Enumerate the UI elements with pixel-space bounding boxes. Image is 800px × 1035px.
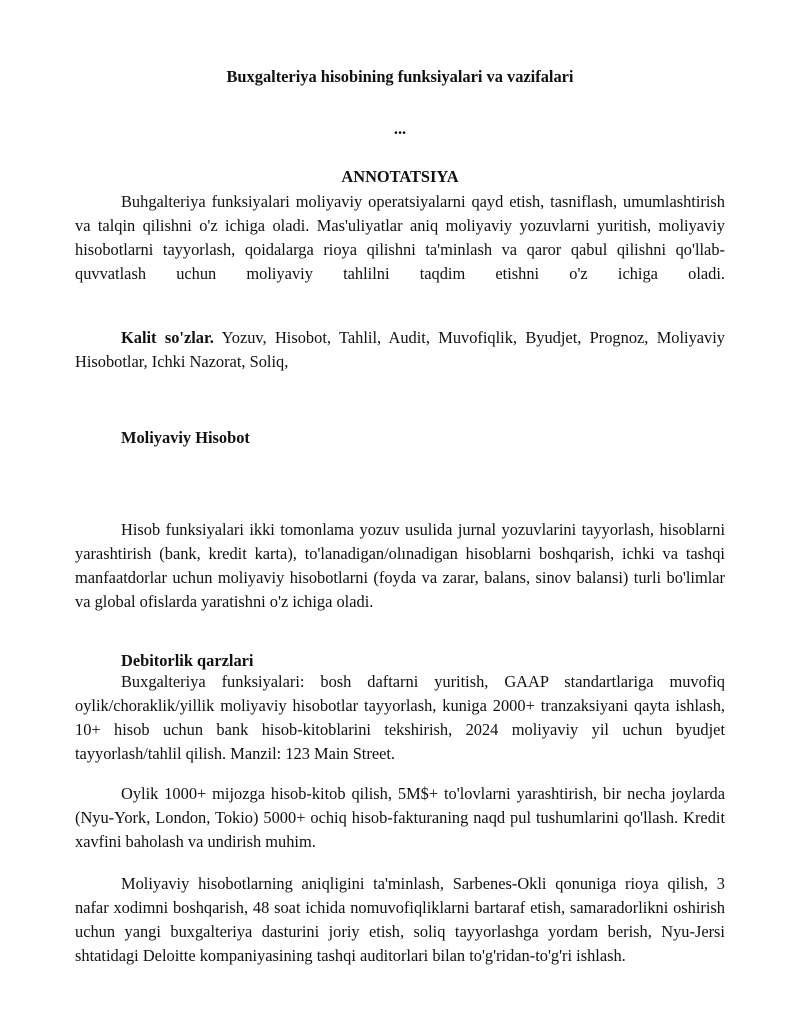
section-heading-financial-report: Moliyaviy Hisobot xyxy=(121,428,250,447)
keywords-text: Yozuv, Hisobot, Tahlil, Audit, Muvofiqlik, Byudjet, Prognoz, Moliyaviy Hisobotlar, Ichki Nazorat, Soliq, xyxy=(75,328,725,371)
document-title: Buxgalteriya hisobining funksiyalari va vazifalari xyxy=(226,67,574,86)
section1-paragraph: Hisob funksiyalari ikki tomonlama yozuv usulida jurnal yozuvlarini tayyorlash, hisoblarni yarashtirish (bank, kredit karta), to'lanadigan/olınadigan hisoblarni boshqarish, ichki va tashqi manfaatdorlar uchun moliyaviy hisobotlarni (foyda va zarar, balans, sinov balansi) turli bo'limlar va global ofislarda yaratishni o'z ichiga oladi. xyxy=(75,520,725,611)
title-ellipsis: ... xyxy=(393,119,407,138)
annotation-heading: ANNOTATSIYA xyxy=(341,167,459,186)
section2-paragraph-1: Buxgalteriya funksiyalari: bosh daftarni yuritish, GAAP standartlariga muvofiq oylik/choraklik/yillik moliyaviy hisobotlar tayyorlash, kuniga 2000+ tranzaksiyani qayta ishlash, 10+ hisob uchun bank hisob-kitoblarini tekshirish, 2024 moliyaviy yil uchun byudjet tayyorlash/tahlil qilish. Manzil: 123 Main Street. xyxy=(75,672,725,763)
section2-paragraph-2: Oylik 1000+ mijozga hisob-kitob qilish, 5M$+ to'lovlarni yarashtirish, bir necha joylarda (Nyu-York, London, Tokio) 5000+ ochiq hisob-fakturaning naqd pul tushumlarini qo'llash. Kredit xavfini baholash va undirish muhim. xyxy=(75,784,725,851)
keywords-paragraph xyxy=(75,326,725,374)
section-heading-receivables: Debitorlik qarzlari xyxy=(121,651,254,670)
keywords-label: Kalit so'zlar. xyxy=(121,328,214,347)
section2-paragraph-3: Moliyaviy hisobotlarning aniqligini ta'minlash, Sarbenes-Okli qonuniga rioya qilish, 3 nafar xodimni boshqarish, 48 soat ichida nomuvofiqliklarni bartaraf etish, samaradorlikni oshirish uchun yangi buxgalteriya dasturini joriy etish, soliq tayyorlashga yordam berish, Nyu-Jersi shtatidagi Deloitte kompaniyasining tashqi auditorlari bilan to'g'ridan-to'g'ri ishlash. xyxy=(75,874,725,965)
annotation-paragraph: Buhgalteriya funksiyalari moliyaviy operatsiyalarni qayd etish, tasniflash, umumlashtirish va talqin qilishni o'z ichiga oladi. Mas'uliyatlar aniq moliyaviy yozuvlarni yuritish, moliyaviy hisobotlarni tayyorlash, qoidalarga rioya qilishni ta'minlash va qaror qabul qilishni qo'llab-quvvatlash uchun moliyaviy tahlilni taqdim etishni o'z ichiga oladi. xyxy=(75,192,725,283)
